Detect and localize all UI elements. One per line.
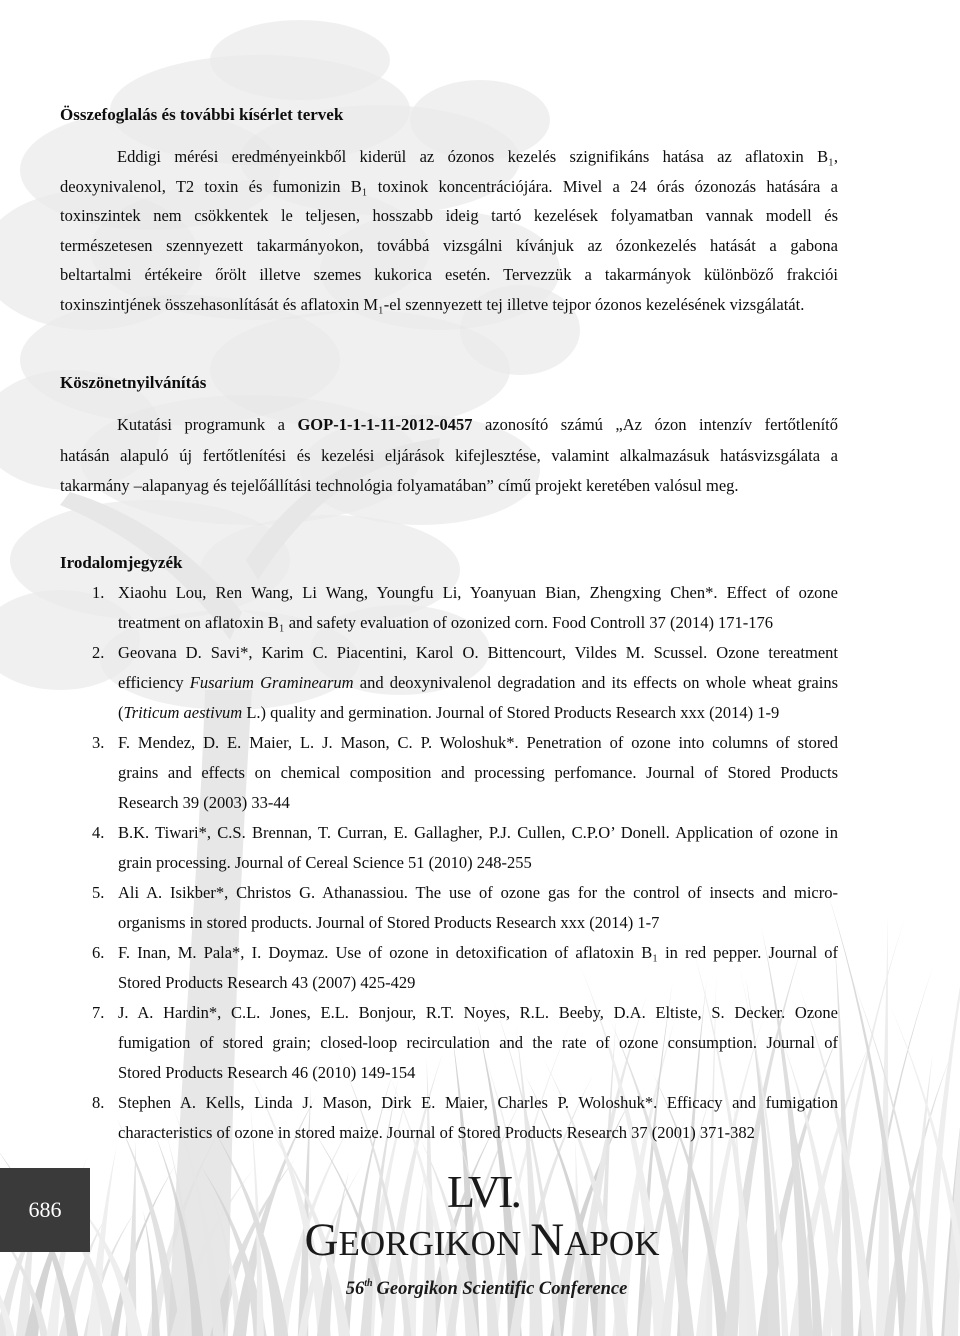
reference-number: 5.: [92, 883, 105, 902]
summary-paragraph: [60, 142, 838, 319]
reference-line: F. Inan, M. Pala*, I. Doymaz. Use of ozone in detoxification of aflatoxin B₁ in red pepper. Journal of: [118, 943, 838, 962]
reference-line: Xiaohu Lou, Ren Wang, Li Wang, Youngfu Li, Yoanyuan Bian, Zhengxing Chen*. Effect of ozone: [118, 583, 838, 602]
text-segment: and deoxynivalenol degradation and its effects on whole wheat grains: [353, 673, 839, 692]
reference-line: Stored Products Research 43 (2007) 425-429: [118, 973, 416, 992]
reference-item: [60, 818, 838, 878]
reference-number: 7.: [92, 1003, 105, 1022]
paragraph-line: takarmány –alapanyag és tejelőállítási technológia folyamatában” című projekt keretében valósul meg.: [60, 476, 739, 495]
paragraph-line: természetesen szennyezett takarmányokon, továbbá vizsgálni kívánjuk az ózonkezelés hatását a gabona: [60, 235, 838, 255]
paragraph-line: beltartalmi értékeire őrölt illetve szemes kukorica esetén. Tervezzük a takarmányok különböző frakciói: [60, 265, 838, 284]
reference-number: 8.: [92, 1093, 105, 1112]
paragraph-line: toxinszintjének összehasonlítását és aflatoxin M₁-el szennyezett tej illetve tejpor ózonos kezelésének vizsgálatát.: [60, 294, 805, 314]
paragraph-line: [60, 410, 838, 441]
section-heading-acknowledgement: Köszönetnyilvánítás: [60, 373, 207, 392]
event-name-word: GEORGIKON: [304, 1214, 522, 1266]
conference-edition: LVI.: [447, 1166, 519, 1217]
reference-line: Stephen A. Kells, Linda J. Mason, Dirk E. Maier, Charles P. Woloshuk*. Efficacy and fumigation: [118, 1093, 838, 1112]
reference-line: Stored Products Research 46 (2010) 149-154: [118, 1063, 416, 1082]
conference-ordinal: 56: [345, 1279, 365, 1299]
acknowledgement-paragraph: [60, 410, 838, 502]
reference-item: [60, 878, 838, 938]
reference-item: [60, 638, 838, 728]
species-name: Fusarium Graminearum: [189, 673, 354, 692]
section-heading-references: Irodalomjegyzék: [60, 553, 183, 572]
paragraph-line: Eddigi mérési eredményeinkből kiderül az ózonos kezelés szignifikáns hatása az aflatoxin B₁,: [117, 147, 838, 166]
reference-number: 1.: [92, 583, 105, 602]
page-number-badge: 686: [0, 1168, 90, 1252]
reference-item: [60, 578, 838, 638]
reference-line: B.K. Tiwari*, C.S. Brennan, T. Curran, E. Gallagher, P.J. Cullen, C.P.O’ Donell. Application of ozone in: [118, 823, 838, 842]
reference-line: grain processing. Journal of Cereal Science 51 (2010) 248-255: [118, 853, 532, 872]
reference-line: J. A. Hardin*, C.L. Jones, E.L. Bonjour, R.T. Noyes, R.L. Beeby, D.A. Eltiste, S. Decker. Ozone: [118, 1003, 838, 1022]
reference-item: [60, 998, 838, 1088]
reference-line: treatment on aflatoxin B₁ and safety evaluation of ozonized corn. Food Controll 37 (2014) 171-176: [118, 613, 774, 632]
reference-line: Research 39 (2003) 33-44: [118, 793, 290, 812]
reference-list: [60, 578, 838, 1148]
reference-item: [60, 938, 838, 998]
reference-line: [118, 698, 838, 728]
reference-number: 6.: [92, 943, 105, 962]
conference-title: [0, 1271, 960, 1302]
reference-line: characteristics of ozone in stored maize. Journal of Stored Products Research 37 (2001) 371-382: [118, 1123, 755, 1142]
paragraph-line: toxinszintek nem csökkentek le teljesen, hosszabb ideig tartó kezelések folyamatban vannak modell és: [60, 206, 838, 225]
reference-line: organisms in stored products. Journal of Stored Products Research xxx (2014) 1-7: [118, 913, 660, 932]
section-heading-summary: Összefoglalás és további kísérlet tervek: [60, 105, 344, 124]
reference-line: Geovana D. Savi*, Karim C. Piacentini, Karol O. Bittencourt, Vildes M. Scussel. Ozone tereatment: [118, 643, 838, 662]
text-segment: (: [118, 703, 124, 722]
text-segment: Kutatási programunk a: [117, 415, 298, 434]
reference-number: 3.: [92, 733, 105, 752]
project-code: GOP-1-1-1-11-2012-0457: [297, 415, 473, 434]
event-name: [0, 1215, 960, 1269]
ordinal-suffix: th: [364, 1278, 373, 1289]
reference-item: [60, 728, 838, 818]
conference-name: Georgikon Scientific Conference: [376, 1279, 628, 1299]
reference-number: 4.: [92, 823, 105, 842]
text-segment: azonosító számú „Az ózon intenzív fertőtlenítő: [472, 415, 838, 434]
reference-line: Ali A. Isikber*, Christos G. Athanassiou. The use of ozone gas for the control of insects and micro-: [118, 883, 838, 902]
reference-line: fumigation of stored grain; closed-loop recirculation and the rate of ozone consumption. Journal of: [118, 1033, 838, 1052]
reference-number: 2.: [92, 643, 105, 662]
reference-line: F. Mendez, D. E. Maier, L. J. Mason, C. P. Woloshuk*. Penetration of ozone into columns of stored: [118, 733, 838, 752]
reference-line: [118, 668, 838, 698]
reference-item: [60, 1088, 838, 1148]
paragraph-line: deoxynivalenol, T2 toxin és fumonizin B₁ toxinok koncentrációjára. Mivel a 24 órás ózonozás hatására a: [60, 176, 838, 196]
text-segment: L.) quality and germination. Journal of Stored Products Research xxx (2014) 1-9: [242, 703, 780, 722]
species-name: Triticum aestivum: [123, 703, 243, 722]
reference-line: grains and effects on chemical composition and processing perfomance. Journal of Stored Products: [118, 763, 838, 782]
event-name-word: NAPOK: [530, 1214, 660, 1266]
paragraph-line: hatásán alapuló új fertőtlenítési és kezelési eljárások kifejlesztése, valamint alkalmazásuk hatásvizsgálata a: [60, 445, 838, 465]
text-segment: efficiency: [118, 673, 190, 692]
